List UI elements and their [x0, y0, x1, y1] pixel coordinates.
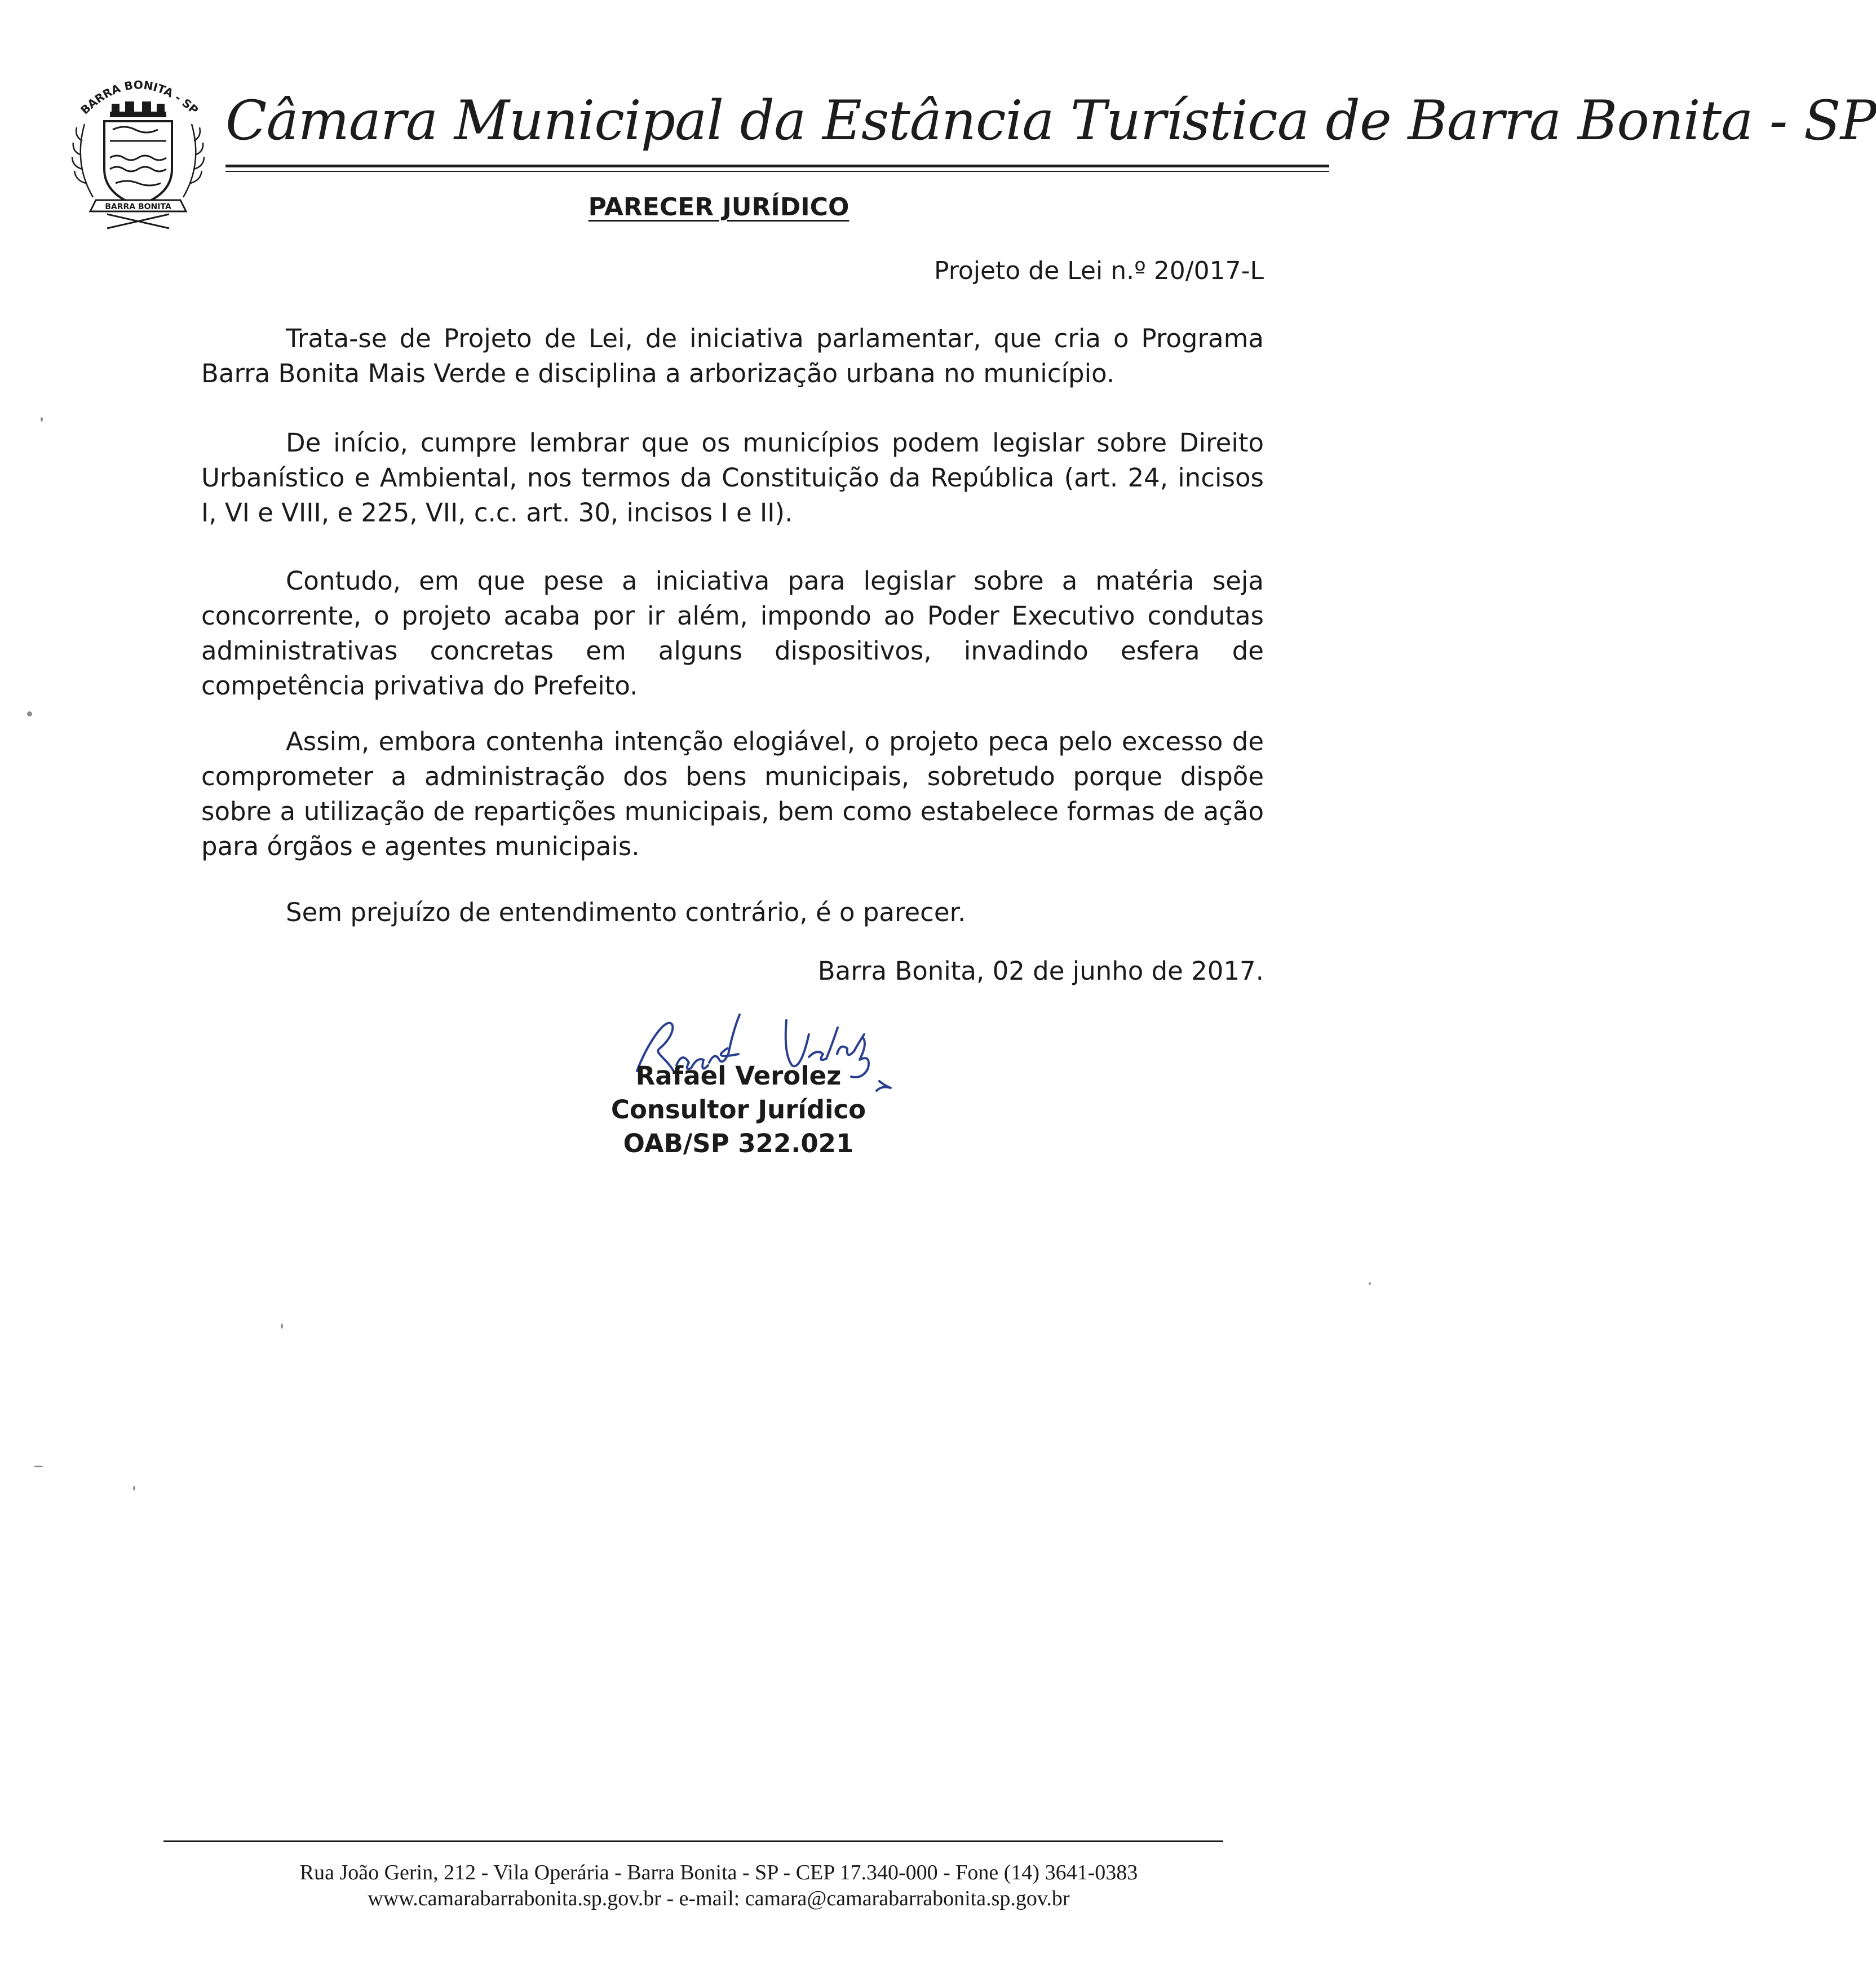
document-title: PARECER JURÍDICO: [588, 193, 849, 222]
signer-role: Consultor Jurídico: [610, 1095, 866, 1125]
paragraph-1: Trata-se de Projeto de Lei, de iniciativa parlamentar, que cria o Programa Barra Bonita Mais Verde e disciplina a arborização urbana no município.: [201, 324, 1264, 388]
scan-speck: [34, 1466, 43, 1467]
header-rule: [225, 165, 1329, 167]
signer-registration: OAB/SP 322.021: [623, 1129, 854, 1158]
footer-address: Rua João Gerin, 212 - Vila Operária - Barra Bonita - SP - CEP 17.340-000 - Fone (14) 3641-0383: [299, 1861, 1138, 1884]
paragraph-3: Contudo, em que pese a iniciativa para legislar sobre a matéria seja concorrente, o projeto acaba por ir além, impondo ao Poder Executivo condutas administrativas concretas em alguns dispositivos, invadindo esfera de competência privativa do Prefeito.: [201, 566, 1264, 701]
scan-speck: [27, 711, 32, 716]
paragraph-5: Sem prejuízo de entendimento contrário, é o parecer.: [286, 897, 966, 927]
scan-speck: [1369, 1282, 1371, 1285]
paragraph-4: Assim, embora contenha intenção elogiável, o projeto peca pelo excesso de comprometer a administração dos bens municipais, sobretudo porque dispõe sobre a utilização de repartições municipais, bem como estabelece formas de ação para órgãos e agentes municipais.: [201, 727, 1264, 861]
place-and-date: Barra Bonita, 02 de junho de 2017.: [817, 956, 1264, 986]
footer-web-email: www.camarabarrabonita.sp.gov.br - e-mail: camara@camarabarrabonita.sp.gov.br: [368, 1887, 1070, 1910]
svg-text:BARRA BONITA - SP: BARRA BONITA - SP: [78, 78, 201, 117]
paragraph-2: De início, cumpre lembrar que os municípios podem legislar sobre Direito Urbanístico e Ambiental, nos termos da Constituição da República (art. 24, incisos I, VI e VIII, e 225, VII, c.c. art. 30, incisos I e II).: [201, 428, 1264, 528]
bill-reference: Projeto de Lei n.º 20/017-L: [933, 256, 1264, 285]
footer-rule: [163, 1840, 1223, 1842]
scan-speck: [281, 1324, 283, 1329]
institution-title: Câmara Municipal da Estância Turística de Barra Bonita - SP: [225, 89, 1876, 152]
scan-speck: [41, 417, 43, 422]
crest-band-text: BARRA BONITA: [105, 202, 171, 211]
scan-speck: [133, 1486, 135, 1490]
header-rule-thin: [225, 171, 1329, 172]
signer-name: Rafael Verolez: [635, 1061, 842, 1091]
